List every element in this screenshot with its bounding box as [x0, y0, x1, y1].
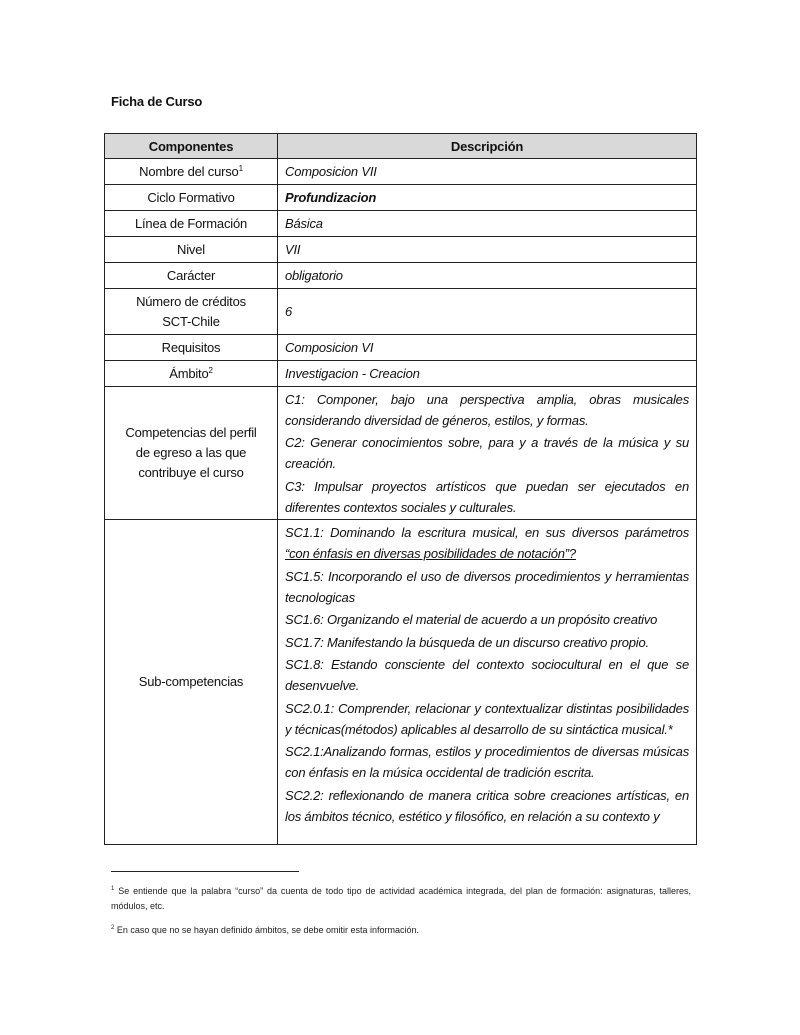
level-value: VII — [278, 237, 697, 263]
footnote-1-text: Se entiende que la palabra “curso” da cuenta de todo tipo de actividad académica integrada, del plan de formación: asignaturas, talleres, módulos, etc. — [111, 886, 691, 911]
competency-item: C3: Impulsar proyectos artísticos que puedan ser ejecutados en diferentes contextos sociales y culturales. — [285, 478, 689, 515]
competencies-label-line1: Competencias del perfil — [125, 425, 257, 440]
character-label: Carácter — [105, 263, 278, 289]
table-row-credits — [105, 289, 697, 335]
table-row-competencies — [105, 387, 697, 520]
requirements-value: Composicion VI — [278, 335, 697, 361]
credits-value: 6 — [278, 289, 697, 335]
competency-item: C1: Componer, bajo una perspectiva amplia, obras musicales considerando diversidad de géneros, estilos, y formas. — [285, 391, 689, 428]
table-row-training-cycle — [105, 185, 697, 211]
competency-item: C2: Generar conocimientos sobre, para y a través de la música y su creación. — [285, 435, 689, 471]
training-line-value: Básica — [278, 211, 697, 237]
subcompetencies-label — [105, 520, 278, 845]
table-row-training-line — [105, 211, 697, 237]
credits-label — [105, 289, 278, 335]
competencies-label-line2: de egreso a las que — [135, 445, 247, 460]
subcompetency-item: SC1.8: Estando consciente del contexto sociocultural en el que se desenvuelve. — [285, 657, 689, 693]
subcompetency-item: SC1.6: Organizando el material de acuerdo a un propósito creativo — [285, 612, 658, 627]
course-name-value: Composicion VII — [278, 159, 697, 185]
table-row-character — [105, 263, 697, 289]
header-description: Descripción — [278, 134, 697, 159]
scope-label-text: Ámbito — [169, 365, 209, 381]
header-components: Componentes — [105, 134, 278, 159]
footnote-ref-2: 2 — [208, 365, 213, 375]
document-title: Ficha de Curso — [111, 94, 203, 109]
sc11-underlined-text: “con énfasis en diversas posibilidades de notación”? — [285, 546, 576, 561]
subcompetency-item: SC2.1:Analizando formas, estilos y procedimientos de diversas músicas con énfasis en la música occidental de tradición escrita. — [285, 744, 689, 780]
subcompetencies-value — [278, 520, 697, 845]
credits-label-line1: Número de créditos — [136, 293, 246, 309]
footnote-2 — [111, 923, 691, 938]
scope-label — [105, 361, 278, 387]
training-cycle-label: Ciclo Formativo — [105, 185, 278, 211]
subcompetency-item: SC1.5: Incorporando el uso de diversos procedimientos y herramientas tecnologicas — [285, 568, 689, 605]
level-label: Nivel — [105, 237, 278, 263]
subcompetency-item — [285, 522, 689, 564]
table-row-requirements — [105, 335, 697, 361]
scope-value: Investigacion - Creacion — [278, 361, 697, 387]
footnote-2-ref: 2 — [111, 925, 115, 931]
subcompetencies-label-text: Sub-competencias — [138, 674, 244, 689]
footnote-2-text: En caso que no se hayan definido ámbitos, se debe omitir esta información. — [116, 925, 420, 935]
table-row-course-name — [105, 159, 697, 185]
footnote-1-ref: 1 — [111, 886, 115, 892]
subcompetency-item: SC2.2: reflexionando de manera critica sobre creaciones artísticas, en los ámbitos técnico, estético y filosófico, en relación a su contexto y — [285, 787, 689, 824]
course-name-label-text: Nombre del curso — [139, 163, 239, 179]
training-cycle-value: Profundizacion — [278, 185, 697, 211]
course-info-table — [104, 133, 697, 845]
sc11-text: SC1.1: Dominando la escritura musical, en sus diversos parámetros — [285, 525, 689, 540]
subcompetency-item: SC1.7: Manifestando la búsqueda de un discurso creativo propio. — [285, 634, 649, 650]
course-name-label — [105, 159, 278, 185]
competencies-label — [105, 387, 278, 520]
competencies-label-line3: contribuye el curso — [138, 465, 244, 480]
subcompetencies-list — [285, 520, 689, 844]
competencies-value — [278, 387, 697, 520]
table-header-row — [105, 134, 697, 159]
footnote-separator — [111, 871, 299, 872]
table-row-subcompetencies — [105, 520, 697, 845]
credits-label-line2: SCT-Chile — [162, 313, 220, 329]
table-row-level — [105, 237, 697, 263]
character-value: obligatorio — [278, 263, 697, 289]
table-row-scope — [105, 361, 697, 387]
footnote-ref-1: 1 — [238, 163, 243, 173]
training-line-label: Línea de Formación — [105, 211, 278, 237]
requirements-label: Requisitos — [105, 335, 278, 361]
subcompetency-item: SC2.0.1: Comprender, relacionar y contextualizar distintas posibilidades y técnicas(métodos) aplicables al desarrollo de su sintáctica musical.* — [285, 700, 689, 737]
footnote-1 — [111, 884, 691, 914]
